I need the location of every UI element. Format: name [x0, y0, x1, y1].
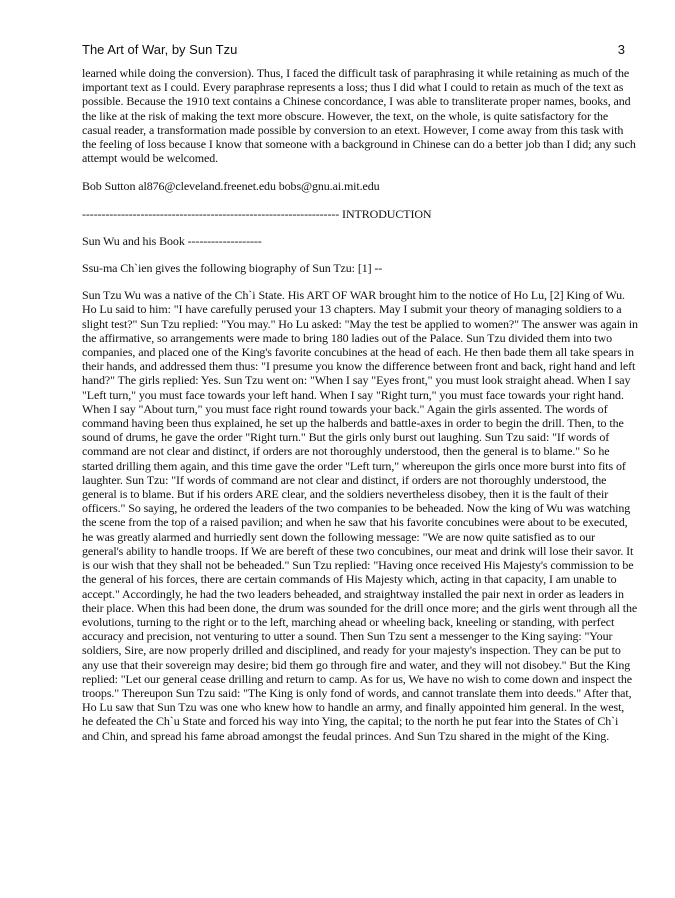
running-header [82, 42, 625, 60]
paragraph-biography: Sun Tzu Wu was a native of the Ch`i State. His ART OF WAR brought him to the notice of Ho Lu, [2] King of Wu. Ho Lu said to him: "I have carefully perused your 13 chapters. May I submit your theory of managing soldiers to a slight test?" Sun Tzu replied: "You may." Ho Lu asked: "May the test be applied to women?" The answer was again in the affirmative, so arrangements were made to bring 180 ladies out of the Palace. Sun Tzu divided them into two companies, and placed one of the King's favorite concubines at the head of each. He then bade them all take spears in their hands, and addressed them thus: "I presume you know the difference between front and back, right hand and left hand?" The girls replied: Yes. Sun Tzu went on: "When I say "Eyes front," you must look straight ahead. When I say "Left turn," you must face towards your left hand. When I say "Right turn," you must face towards your right hand. When I say "About turn," you must face right round towards your back." Again the girls assented. The words of command having been thus explained, he set up the halberds and battle-axes in order to begin the drill. Then, to the sound of drums, he gave the order "Right turn." But the girls only burst out laughing. Sun Tzu said: "If words of command are not clear and distinct, if orders are not thoroughly understood, then the general is to blame." So he started drilling them again, and this time gave the order "Left turn," whereupon the girls once more burst into fits of laughter. Sun Tzu: "If words of command are not clear and distinct, if orders are not thoroughly understood, the general is to blame. But if his orders ARE clear, and the soldiers nevertheless disobey, then it is the fault of their officers." So saying, he ordered the leaders of the two companies to be beheaded. Now the king of Wu was watching the scene from the top of a raised pavilion; and when he saw that his favorite concubines were about to be executed, he was greatly alarmed and hurriedly sent down the following message: "We are now quite satisfied as to our general's ability to handle troops. If We are bereft of these two concubines, our meat and drink will lose their savor. It is our wish that they shall not be beheaded." Sun Tzu replied: "Having once received His Majesty's commission to be the general of his forces, there are certain commands of His Majesty which, acting in that capacity, I am unable to accept." Accordingly, he had the two leaders beheaded, and straightway installed the pair next in order as leaders in their place. When this had been done, the drum was sounded for the drill once more; and the girls went through all the evolutions, turning to the right or to the left, marching ahead or wheeling back, kneeling or standing, with perfect accuracy and precision, not venturing to utter a sound. Then Sun Tzu sent a messenger to the King saying: "Your soldiers, Sire, are now properly drilled and disciplined, and ready for your majesty's inspection. They can be put to any use that their sovereign may desire; bid them go through fire and water, and they will not disobey." But the King replied: "Let our general cease drilling and return to camp. As for us, We have no wish to come down and inspect the troops." Thereupon Sun Tzu said: "The King is only fond of words, and cannot translate them into deeds." After that, Ho Lu saw that Sun Tzu was one who knew how to handle an army, and finally appointed him general. In the west, he defeated the Ch`u State and forced his way into Ying, the capital; to the north he put fear into the States of Ch`i and Chin, and spread his fame abroad amongst the feudal princes. And Sun Tzu shared in the might of the King. [82, 288, 638, 743]
page-number: 3 [617, 42, 625, 57]
page-body [82, 66, 638, 757]
document-title: The Art of War, by Sun Tzu [82, 42, 238, 57]
paragraph-author-contact: Bob Sutton al876@cleveland.freenet.edu bobs@gnu.ai.mit.edu [82, 179, 380, 194]
paragraph-biography-intro: Ssu-ma Ch`ien gives the following biography of Sun Tzu: [1] -- [82, 261, 383, 276]
subsection-heading-sun-wu: Sun Wu and his Book ------------------- [82, 233, 262, 248]
section-heading-introduction: ------------------------------------------------------------------ INTRODUCTION [82, 206, 432, 221]
paragraph-conversion-note: learned while doing the conversion). Thus, I faced the difficult task of paraphrasing it while retaining as much of the important text as I could. Every paraphrase represents a loss; thus I did what I could to retain as much of the text as possible. Because the 1910 text contains a Chinese concordance, I was able to transliterate proper names, books, and the like at the risk of making the text more obscure. However, the text, on the whole, is quite satisfactory for the casual reader, a transformation made possible by conversion to an etext. However, I come away from this task with the feeling of loss because I know that someone with a background in Chinese can do a better job than I did; any such attempt would be welcomed. [82, 66, 636, 166]
